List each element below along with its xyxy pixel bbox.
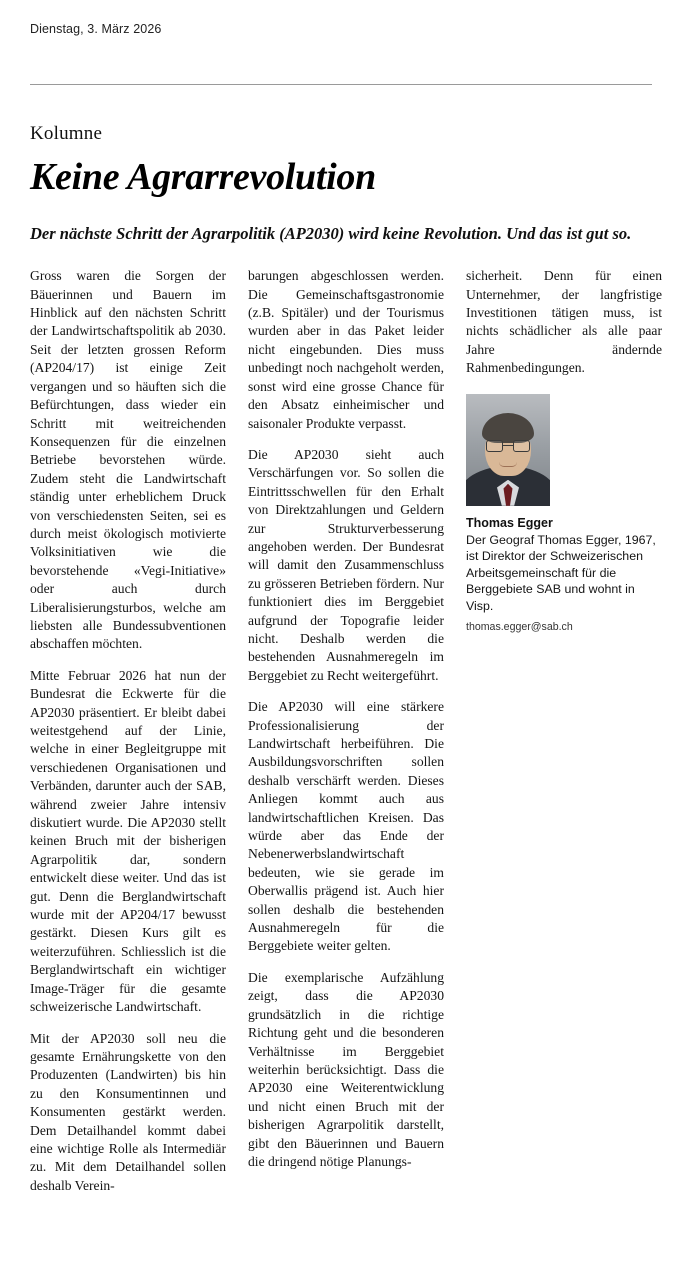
body-paragraph: barungen abgeschlossen werden. Die Gemeinschaftsgastronomie (z.B. Spitäler) und der Tourismus wurden aber in das Paket leider nicht eingebunden. Dies muss unbedingt noch nachgeholt werden, sonst wird eine grosse Chance für den Absatz einheimischer und saisonaler Produkte verpasst. — [248, 268, 444, 431]
body-column-2 — [248, 267, 444, 1171]
author-bio: Der Geograf Thomas Egger, 1967, ist Direktor der Schweizerischen Arbeitsgemeinschaft für die Berggebiete SAB und wohnt in Visp. — [466, 532, 656, 613]
article-standfirst: Der nächste Schritt der Agrarpolitik (AP2030) wird keine Revolution. Und das ist gut so. — [30, 224, 632, 244]
author-name: Thomas Egger — [466, 515, 553, 530]
body-column-1 — [30, 267, 226, 1195]
author-box — [466, 394, 662, 634]
body-paragraph: sicherheit. Denn für einen Unternehmer, der langfristige Investitionen tätigen muss, ist nichts schädlicher als alle paar Jahre ändernde Rahmenbedingungen. — [466, 268, 662, 376]
glasses-icon — [486, 440, 530, 452]
avatar — [466, 394, 550, 506]
body-paragraph: Die AP2030 will eine stärkere Professionalisierung der Landwirtschaft herbeiführen. Die Ausbildungsvorschriften sollen deshalb verschärft werden. Dieses Anliegen kommt auch aus landwirtschaftlichen Kreisen. Das würde aber das Ende der Nebenerwerbslandwirtschaft bedeuten, wie sie gerade im Oberwallis prägend ist. Auch hier sollen deshalb die bestehenden Ausnahmeregeln für die Berggebiete weiter gelten. — [248, 699, 444, 954]
article-body — [30, 267, 662, 1195]
article-kicker: Kolumne — [30, 123, 103, 144]
body-column-3 — [466, 267, 662, 633]
publication-date: Dienstag, 3. März 2026 — [30, 22, 162, 36]
body-paragraph: Die AP2030 sieht auch Verschärfungen vor. So sollen die Eintrittsschwellen für den Erhalt von Direktzahlungen und Geldern zur Strukturverbesserung angehoben werden. Der Bundesrat will damit den Zusammenschluss zu grösseren Betrieben fördern. Nur funktioniert dies im Berggebiet aufgrund der Topografie leider nicht. Deshalb werden die bestehenden Ausnahmeregeln im Berggebiet zu Recht weitergeführt. — [248, 446, 444, 683]
body-paragraph: Mitte Februar 2026 hat nun der Bundesrat die Eckwerte für die AP2030 präsentiert. Er bleibt dabei weitestgehend auf der Linie, welche in einer Begleitgruppe mit verschiedenen Organisationen und Verbänden, darunter auch der SAB, während zweier Jahre intensiv diskutiert wurde. Die AP2030 stellt keinen Bruch mit der bisherigen Agrarpolitik dar, sondern entwickelt diese weiter. Und das ist gut. Denn die Berglandwirtschaft wurde mit der AP204/17 bewusst gestärkt. Diesen Kurs gilt es weiterzuführen. Schliesslich ist die Berglandwirtschaft ein wichtiger Image-Träger für die gesamte schweizerische Landwirtschaft. — [30, 667, 226, 1015]
body-paragraph: Mit der AP2030 soll neu die gesamte Ernährungskette von den Produzenten (Landwirten) bis hin zu den Konsumentinnen und Konsumenten gestärkt werden. Dem Detailhandel kommt dabei eine wichtige Rolle als Intermediär zu. Mit dem Detailhandel sollen deshalb Verein- — [30, 1030, 226, 1193]
body-paragraph: Gross waren die Sorgen der Bäuerinnen und Bauern im Hinblick auf den nächsten Schritt der Landwirtschaftspolitik ab 2030. Seit der letzten grossen Reform (AP204/17) ist einige Zeit vergangen und so häuften sich die Befürchtungen, dass wieder ein Schritt mit weitreichenden Konsequenzen für die einzelnen Betriebe bevorstehen würde. Zudem steht die Landwirtschaft ständig unter erheblichem Druck von verschiedensten Seiten, sei es durch meist ökologisch motivierte Volksinitiativen wie die bevorstehende «Vegi-Initiative» oder auch durch Liberalisierungsturbos, welche am liebsten alle Bundessubventionen abschaffen möchten. — [30, 268, 226, 652]
author-email[interactable]: thomas.egger@sab.ch — [466, 621, 573, 634]
page-title: Keine Agrarrevolution — [30, 156, 376, 198]
header-divider — [30, 84, 652, 85]
body-paragraph: Die exemplarische Aufzählung zeigt, dass die AP2030 grundsätzlich in die richtige Richtung geht und die besonderen Verhältnisse im Berggebiet weiterhin berücksichtigt. Dass die AP2030 eine Weiterentwicklung und nicht einen Bruch mit der bisherigen Agrarpolitik darstellt, gibt den Bäuerinnen und Bauern die dringend nötige Planungs- — [248, 969, 444, 1169]
